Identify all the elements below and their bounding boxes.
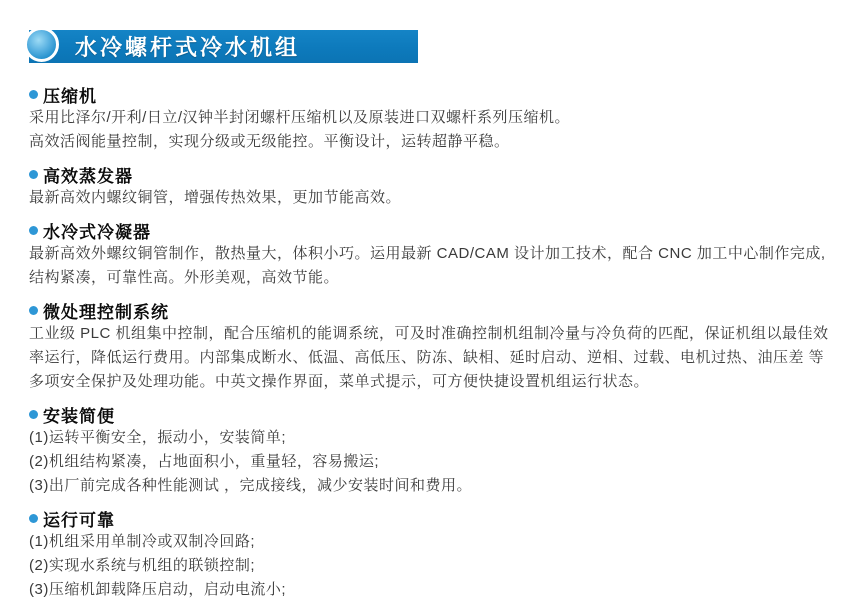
section-body-line: 多项安全保护及处理功能。中英文操作界面，菜单式提示，可方便快捷设置机组运行状态。	[29, 373, 650, 390]
page-title: 水冷螺杆式冷水机组	[75, 35, 301, 60]
section-body-line: (3)压缩机卸载降压启动，启动电流小;	[29, 581, 287, 598]
section-heading: 微处理控制系统	[43, 303, 169, 322]
bullet-icon	[29, 170, 38, 179]
feature-section	[29, 163, 838, 210]
bullet-icon	[29, 90, 38, 99]
page-header	[0, 0, 848, 66]
section-body-line: (2)机组结构紧凑，占地面积小，重量轻，容易搬运;	[29, 453, 380, 470]
section-body-line: (1)运转平衡安全，振动小，安装简单;	[29, 429, 287, 446]
feature-section	[29, 83, 838, 154]
section-body	[29, 530, 838, 599]
section-heading-row	[29, 507, 838, 530]
section-body-line: 采用比泽尔/开利/日立/汉钟半封闭螺杆压缩机以及原装进口双螺杆系列压缩机。	[29, 109, 571, 126]
section-heading: 高效蒸发器	[43, 167, 133, 186]
section-heading-row	[29, 299, 838, 322]
feature-section	[29, 219, 838, 290]
feature-sections	[0, 63, 848, 599]
section-body	[29, 242, 838, 290]
section-heading: 安装简便	[43, 407, 115, 426]
section-body	[29, 322, 838, 394]
sphere-icon	[24, 27, 59, 62]
section-body-line: (1)机组采用单制冷或双制冷回路;	[29, 533, 256, 550]
section-heading: 运行可靠	[43, 511, 115, 530]
section-body-line: 结构紧凑，可靠性高。外形美观，高效节能。	[29, 269, 340, 286]
section-body-line: 高效活阀能量控制，实现分级或无级能控。平衡设计，运转超静平稳。	[29, 133, 510, 150]
section-heading: 压缩机	[43, 87, 97, 106]
section-body-line: 工业级 PLC 机组集中控制，配合压缩机的能调系统，可及时准确控制机组制冷量与冷负荷的匹配，保证机组以最佳效	[29, 325, 829, 342]
title-banner	[29, 30, 418, 63]
section-heading-row	[29, 403, 838, 426]
section-heading-row	[29, 219, 838, 242]
feature-section	[29, 299, 838, 394]
section-body-line: 最新高效内螺纹铜管，增强传热效果，更加节能高效。	[29, 189, 402, 206]
section-body-line: 率运行，降低运行费用。内部集成断水、低温、高低压、防冻、缺相、延时启动、逆相、过载、电机过热、油压差 等	[29, 349, 825, 366]
section-body	[29, 106, 838, 154]
section-body-line: 最新高效外螺纹铜管制作，散热量大，体积小巧。运用最新 CAD/CAM 设计加工技术，配合 CNC 加工中心制作完成,	[29, 245, 826, 262]
section-body-line: (3)出厂前完成各种性能测试 ，完成接线，减少安装时间和费用。	[29, 477, 473, 494]
section-heading-row	[29, 163, 838, 186]
section-body	[29, 426, 838, 498]
section-heading-row	[29, 83, 838, 106]
bullet-icon	[29, 306, 38, 315]
section-heading: 水冷式冷凝器	[43, 223, 151, 242]
feature-section	[29, 403, 838, 498]
feature-section	[29, 507, 838, 599]
section-body	[29, 186, 838, 210]
bullet-icon	[29, 514, 38, 523]
section-body-line: (2)实现水系统与机组的联锁控制;	[29, 557, 256, 574]
bullet-icon	[29, 226, 38, 235]
bullet-icon	[29, 410, 38, 419]
